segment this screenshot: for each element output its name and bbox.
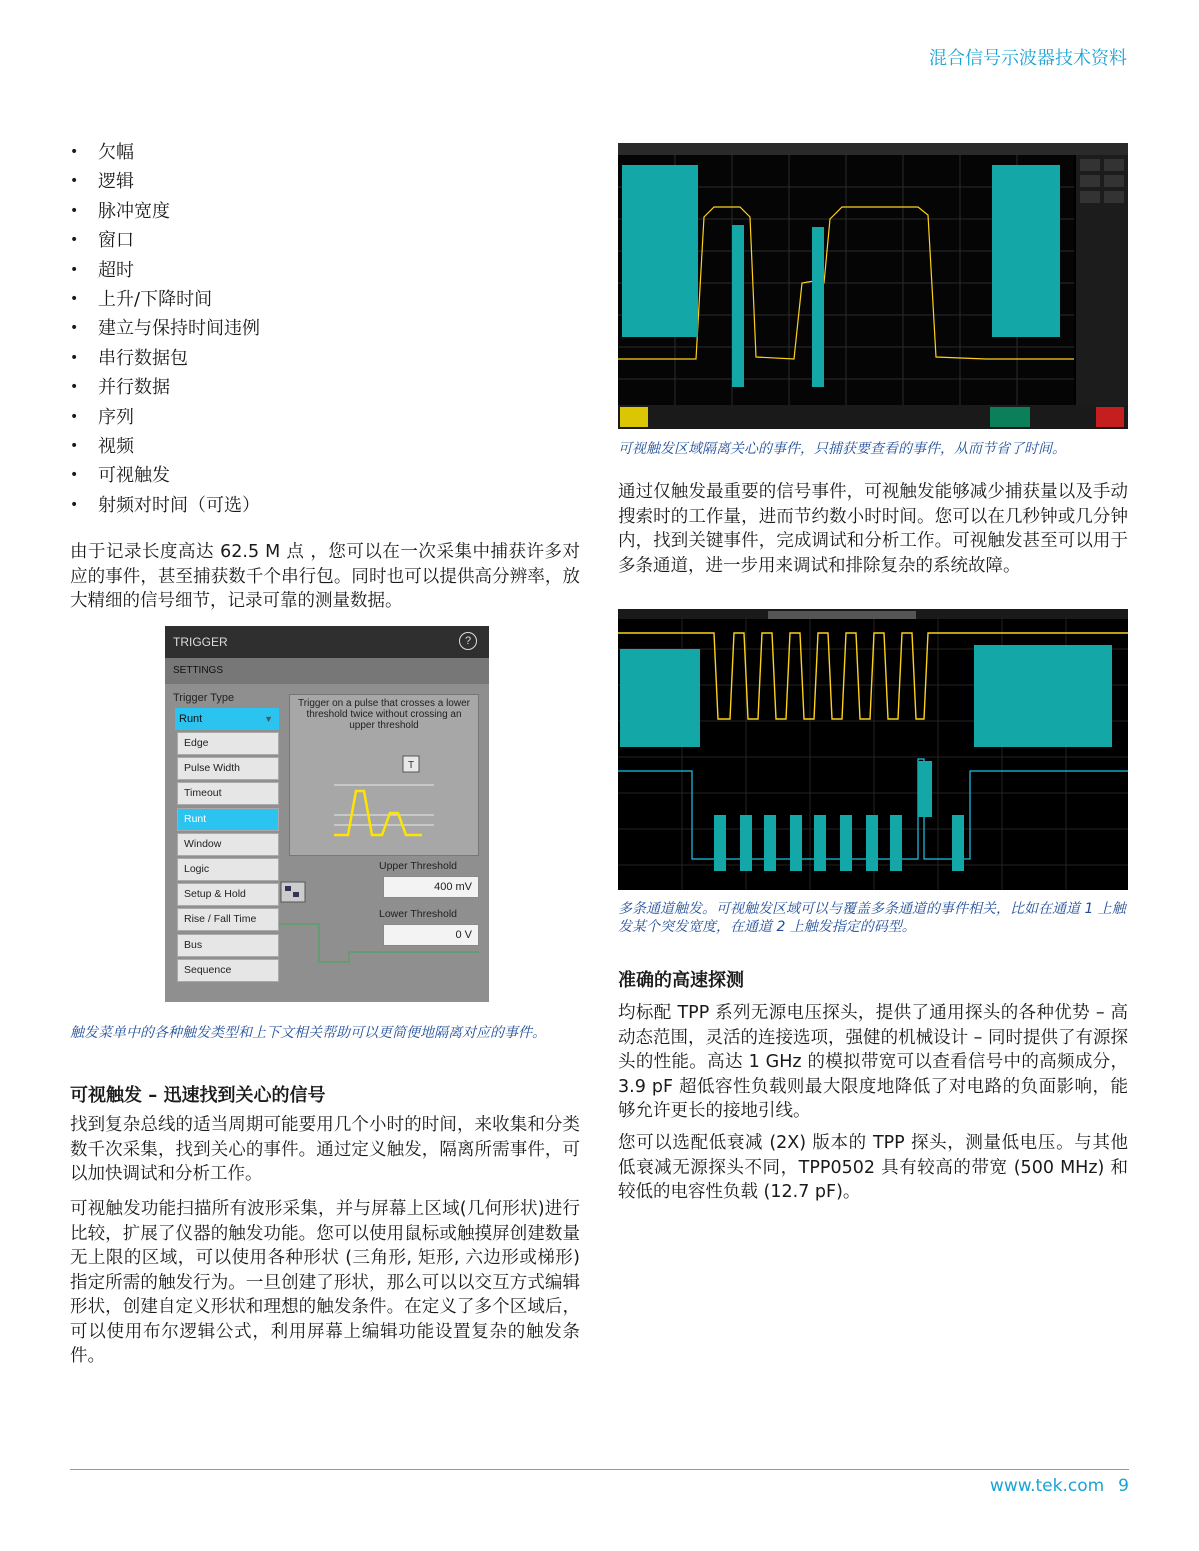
bullet-icon: • [70, 379, 79, 396]
page-number: 9 [1118, 1476, 1129, 1496]
trigger-type-select[interactable] [175, 708, 279, 730]
ch2-trigger-zone-top [918, 761, 932, 817]
trigger-option[interactable]: Setup & Hold [177, 883, 279, 906]
bullet-text: 窗口 [98, 230, 134, 252]
bullet-item [70, 491, 590, 520]
trigger-menu-caption: 触发菜单中的各种触发类型和上下文相关帮助可以更简便地隔离对应的事件。 [70, 1025, 546, 1041]
bullet-text: 可视触发 [98, 465, 170, 487]
visual-trigger-scope-screenshot [618, 143, 1128, 429]
visual-trigger-paragraph: 可视触发功能扫描所有波形采集，并与屏幕上区域(几何形状)进行比较，扩展了仪器的触发功能。您可以使用鼠标或触摸屏创建数量无上限的区域，可以使用各种形状 (三角形, 矩形, 六边形或梯形)指定所需的触发行为。一旦创建了形状，那么可以以交互方式编辑形状，创建自定义形状和理想的触发条件。在定义了多个区域后，可以使用布尔逻辑公式，利用屏幕上编辑功能设置复杂的触发条件。 [70, 1199, 580, 1366]
multi-channel-caption: 多条通道触发。可视触发区域可以与覆盖多条通道的事件相关，比如在通道 1 上触发某个突发宽度，在通道 2 上触发指定的码型。 [618, 901, 1126, 935]
runt-pulse-diagram [290, 695, 478, 855]
trigger-zone-4 [992, 165, 1060, 337]
bullet-icon: • [70, 173, 79, 190]
bullet-item [70, 403, 590, 432]
help-icon[interactable]: ? [459, 632, 477, 650]
bullet-text: 射频对时间（可选） [98, 494, 260, 516]
bullet-text: 脉冲宽度 [98, 200, 170, 222]
trigger-help-text: Trigger on a pulse that crosses a lower threshold twice without crossing an upper threshold [298, 698, 470, 731]
bullet-text: 超时 [98, 259, 134, 281]
trigger-help-box [289, 694, 479, 856]
bullet-item [70, 373, 590, 402]
bullet-icon: • [70, 144, 79, 160]
trigger-type-bullet-list [70, 138, 590, 520]
trigger-zone-3 [812, 227, 824, 387]
bullet-item [70, 256, 590, 285]
bullet-item [70, 314, 590, 343]
bullet-item [70, 461, 590, 490]
bullet-icon: • [70, 320, 79, 337]
probing-heading: 准确的高速探测 [618, 970, 744, 991]
bullet-item [70, 138, 590, 167]
trigger-menu-title: TRIGGER [165, 626, 489, 658]
bullet-item [70, 432, 590, 461]
bullet-text: 逻辑 [98, 171, 134, 193]
bullet-text: 欠幅 [98, 142, 134, 163]
trigger-type-selected-value: Runt [179, 713, 203, 725]
chevron-down-icon: ▼ [264, 714, 273, 724]
bullet-icon: • [70, 232, 79, 249]
ch1-trigger-zone-right [974, 645, 1112, 747]
bullet-text: 并行数据 [98, 377, 170, 399]
bullet-icon: • [70, 349, 79, 366]
trigger-type-label: Trigger Type [173, 692, 235, 704]
trigger-zone-1 [622, 165, 698, 337]
bullet-icon: • [70, 202, 79, 219]
upper-threshold-label: Upper Threshold [379, 860, 458, 872]
bullet-icon: • [70, 496, 79, 513]
trigger-option[interactable]: Window [177, 833, 279, 856]
bullet-item [70, 197, 590, 226]
trigger-option[interactable]: Runt [177, 808, 279, 831]
visual-trigger-caption: 可视触发区域隔离关心的事件，只捕获要查看的事件，从而节省了时间。 [618, 441, 1066, 457]
footer-divider [70, 1469, 1129, 1470]
bullet-icon: • [70, 437, 79, 454]
scope-screen-1 [618, 143, 1128, 429]
save-hours-paragraph: 通过仅触发最重要的信号事件，可视触发能够减少捕获量以及手动搜索时的工作量，进而节约数小时时间。您可以在几秒钟或几分钟内，找到关键事件，完成调试和分析工作。可视触发甚至可以用于多条通道，进一步用来调试和排除复杂的系统故障。 [618, 482, 1128, 576]
bullet-text: 串行数据包 [98, 347, 188, 369]
bullet-icon: • [70, 408, 79, 425]
trigger-option[interactable]: Sequence [177, 959, 279, 982]
bullet-item [70, 167, 590, 196]
bullet-item [70, 344, 590, 373]
trigger-type-options [177, 732, 279, 984]
document-header-title: 混合信号示波器技术资料 [929, 48, 1127, 69]
ch1-trigger-zone-left [620, 649, 700, 747]
upper-threshold-input[interactable]: 400 mV [383, 876, 479, 898]
visual-trigger-heading: 可视触发 – 迅速找到关心的信号 [70, 1085, 326, 1106]
bullet-text: 序列 [98, 406, 134, 428]
find-cycle-paragraph: 找到复杂总线的适当周期可能要用几个小时的时间，来收集和分类数千次采集，找到关心的事件。通过定义触发，隔离所需事件，可以加快调试和分析工作。 [70, 1115, 580, 1184]
bullet-text: 上升/下降时间 [98, 288, 213, 310]
trigger-option[interactable]: Logic [177, 858, 279, 881]
bullet-text: 视频 [98, 435, 134, 457]
low-attenuation-paragraph: 您可以选配低衰减 (2X) 版本的 TPP 探头，测量低电压。与其他低衰减无源探头不同，TPP0502 具有较高的带宽 (500 MHz) 和较低的电容性负载 (12.7 pF)。 [618, 1133, 1128, 1202]
bullet-text: 建立与保持时间违例 [98, 318, 260, 340]
bullet-icon: • [70, 261, 79, 278]
scope-screen-2 [618, 609, 1128, 890]
trigger-menu-screenshot [165, 626, 489, 1002]
trigger-option[interactable]: Timeout [177, 782, 279, 805]
footer [990, 1476, 1129, 1496]
trigger-option[interactable]: Edge [177, 732, 279, 755]
bullet-icon: • [70, 290, 79, 307]
settings-bar: SETTINGS [165, 658, 489, 684]
trigger-option[interactable]: Pulse Width [177, 757, 279, 780]
bullet-item [70, 226, 590, 255]
trigger-zone-2 [732, 225, 744, 387]
record-length-paragraph: 由于记录长度高达 62.5 M 点 ，您可以在一次采集中捕获许多对应的事件，甚至捕获数千个串行包。同时也可以提供高分辨率，放大精细的信号细节，记录可靠的测量数据。 [70, 542, 580, 611]
background-waveform [279, 912, 479, 972]
bullet-icon: • [70, 467, 79, 484]
trigger-option[interactable]: Bus [177, 934, 279, 957]
bullet-item [70, 285, 590, 314]
multi-channel-scope-screenshot [618, 609, 1128, 890]
footer-url[interactable]: www.tek.com [989, 1476, 1105, 1496]
lower-threshold-input[interactable]: 0 V [383, 924, 479, 946]
svg-text:T: T [407, 760, 415, 771]
tpp-probe-paragraph: 均标配 TPP 系列无源电压探头，提供了通用探头的各种优势 – 高动态范围，灵活的连接选项，强健的机械设计 – 同时提供了有源探头的性能。高达 1 GHz 的模拟带宽可以查看信号中的高频成分，3.9 pF 超低容性负载则最大限度地降低了对电路的负面影响，能够允许更长的接地引线。 [618, 1003, 1128, 1121]
trigger-option[interactable]: Rise / Fall Time [177, 908, 279, 931]
lower-threshold-label: Lower Threshold [379, 908, 458, 920]
drag-handle-icon[interactable] [279, 880, 309, 904]
